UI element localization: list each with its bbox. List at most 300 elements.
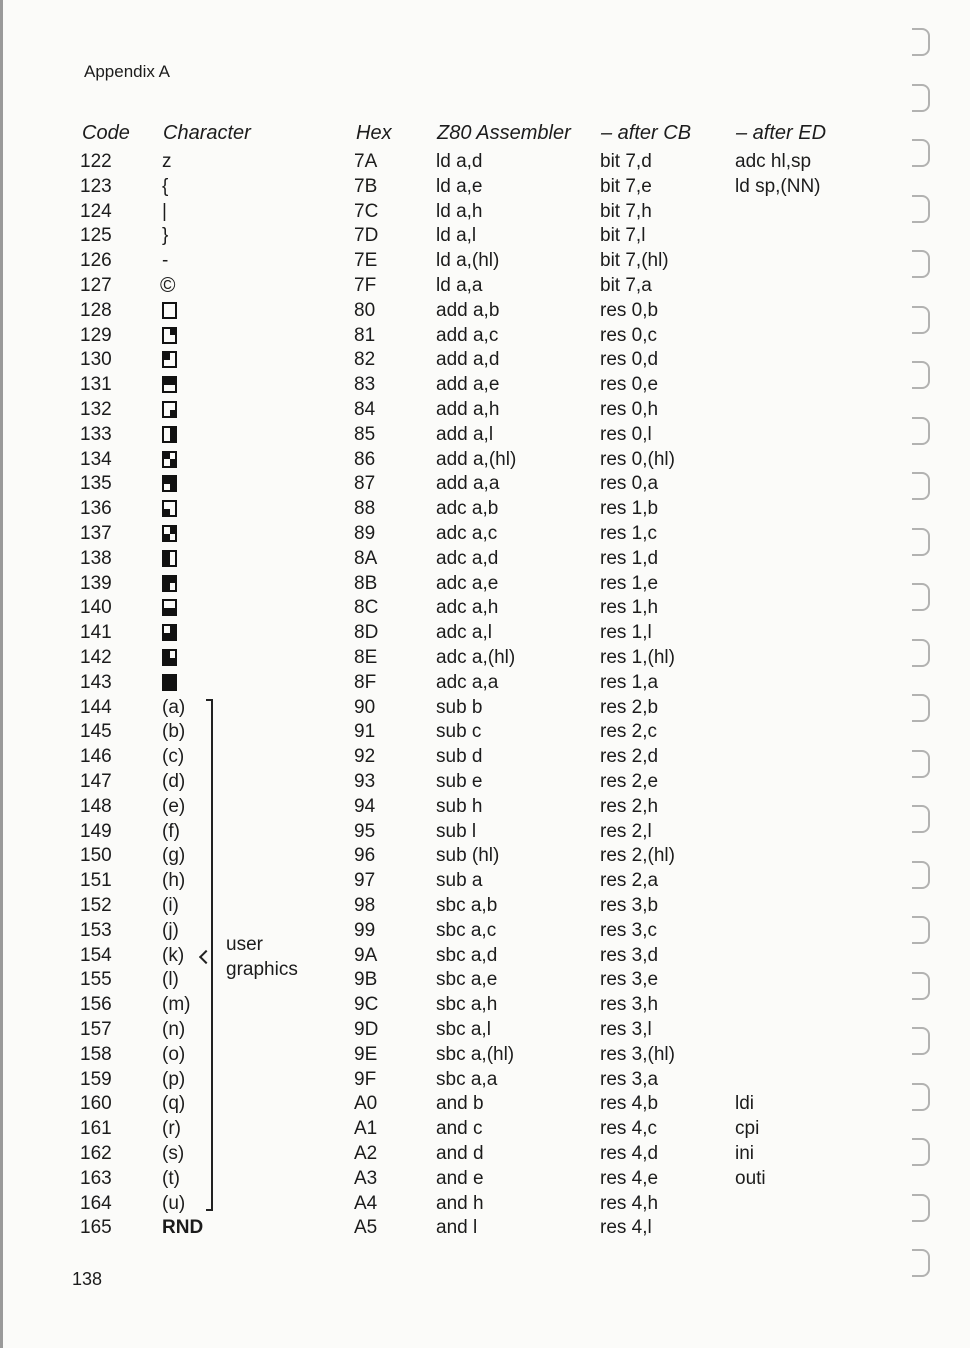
block-graphic-icon: [162, 624, 177, 641]
row-z80-assembler: sbc a,d: [436, 944, 498, 966]
row-hex: 89: [354, 523, 376, 544]
binding-ring: [912, 972, 930, 1000]
binding-ring: [912, 805, 930, 833]
table-row: [0, 795, 900, 820]
table-row: [0, 547, 900, 572]
table-row: [0, 696, 900, 721]
row-hex: 92: [354, 746, 376, 768]
row-z80-assembler: ld a,e: [436, 175, 483, 197]
block-quadrant: [170, 329, 176, 336]
row-code: 165: [80, 1217, 112, 1239]
column-header-code: Code: [82, 122, 130, 144]
row-after-ed: ld sp,(NN): [735, 175, 821, 197]
table-row: [0, 894, 900, 919]
row-after-cb: bit 7,a: [600, 275, 652, 296]
row-hex: 7E: [354, 250, 378, 272]
row-hex: 9E: [354, 1043, 378, 1065]
table-row: [0, 522, 900, 547]
row-z80-assembler: adc a,c: [436, 523, 498, 544]
row-character: (k): [162, 944, 185, 966]
row-code: 156: [80, 994, 112, 1016]
block-quadrant: [164, 509, 170, 516]
row-after-cb: res 3,c: [600, 919, 658, 941]
block-graphic-icon: [162, 674, 177, 691]
table-row: [0, 448, 900, 473]
table-row: [0, 1092, 900, 1117]
binding-ring: [912, 583, 930, 611]
row-code: 161: [80, 1118, 112, 1140]
row-z80-assembler: sub c: [436, 721, 482, 743]
table-row: [0, 745, 900, 770]
binding-ring: [912, 417, 930, 445]
row-z80-assembler: sub h: [436, 795, 483, 817]
block-graphic-icon: [162, 475, 177, 492]
table-row: [0, 646, 900, 671]
block-quadrant: [170, 410, 176, 417]
row-code: 134: [80, 448, 112, 470]
table-row: [0, 398, 900, 423]
row-character: RND: [162, 1217, 204, 1239]
row-after-cb: res 0,d: [600, 349, 659, 371]
row-after-ed: cpi: [735, 1118, 760, 1140]
table-row: [0, 572, 900, 597]
row-z80-assembler: sub a: [436, 870, 483, 892]
row-after-cb: res 3,l: [600, 1019, 652, 1040]
row-after-cb: res 3,(hl): [600, 1043, 675, 1065]
row-hex: 9F: [354, 1068, 377, 1090]
block-graphic-icon: [162, 451, 177, 468]
table-row: [0, 770, 900, 795]
row-code: 150: [80, 845, 112, 867]
row-character: (b): [162, 721, 186, 743]
table-row: [0, 919, 900, 944]
binding-ring: [912, 694, 930, 722]
binding-ring: [912, 28, 930, 56]
page-number: 138: [72, 1269, 103, 1289]
table-row: [0, 150, 900, 175]
table-row: [0, 621, 900, 646]
row-after-cb: res 1,b: [600, 498, 659, 520]
row-z80-assembler: ld a,d: [436, 151, 483, 172]
table-row: [0, 348, 900, 373]
row-after-cb: res 2,d: [600, 746, 659, 768]
row-hex: A5: [354, 1217, 378, 1239]
binding-ring: [912, 861, 930, 889]
row-hex: A3: [354, 1167, 378, 1189]
row-code: 163: [80, 1167, 112, 1189]
table-row: [0, 497, 900, 522]
table-row: [0, 299, 900, 324]
row-after-cb: bit 7,h: [600, 200, 652, 222]
table-row: [0, 1068, 900, 1093]
row-z80-assembler: add a,e: [436, 374, 500, 396]
binding-ring: [912, 750, 930, 778]
row-z80-assembler: adc a,d: [436, 547, 499, 569]
row-code: 164: [80, 1192, 112, 1214]
row-code: 122: [80, 151, 112, 172]
row-character: }: [162, 225, 169, 247]
table-row: [0, 869, 900, 894]
block-graphic-icon: [162, 599, 177, 616]
row-hex: 9A: [354, 944, 378, 966]
row-code: 157: [80, 1019, 112, 1040]
table-row: [0, 274, 900, 299]
row-hex: 81: [354, 324, 376, 346]
row-hex: 8D: [354, 622, 379, 644]
row-after-cb: res 4,l: [600, 1217, 652, 1239]
row-z80-assembler: sbc a,a: [436, 1068, 498, 1090]
row-code: 159: [80, 1068, 112, 1090]
row-after-cb: res 2,a: [600, 870, 659, 892]
row-hex: 85: [354, 423, 376, 445]
block-graphic-icon: [162, 500, 177, 517]
row-character: (n): [162, 1019, 186, 1040]
row-character: (s): [162, 1143, 185, 1164]
block-quadrant: [170, 484, 176, 491]
row-after-cb: res 0,c: [600, 324, 658, 346]
block-quadrant: [170, 459, 176, 466]
row-z80-assembler: and h: [436, 1192, 484, 1214]
block-quadrant: [164, 558, 170, 565]
row-code: 127: [80, 275, 112, 296]
brace-top-tick: [206, 699, 213, 701]
row-hex: 91: [354, 721, 376, 743]
binding-ring: [912, 139, 930, 167]
row-z80-assembler: ld a,a: [436, 275, 483, 296]
row-after-cb: res 0,e: [600, 374, 659, 396]
row-character: (u): [162, 1192, 186, 1214]
row-code: 123: [80, 175, 112, 197]
row-code: 130: [80, 349, 112, 371]
row-hex: A1: [354, 1118, 378, 1140]
row-character: (e): [162, 795, 186, 817]
row-z80-assembler: add a,d: [436, 349, 500, 371]
row-z80-assembler: add a,l: [436, 423, 494, 445]
brace-label: [226, 932, 298, 982]
row-code: 129: [80, 324, 112, 346]
row-character: (r): [162, 1118, 181, 1140]
table-row: [0, 671, 900, 696]
row-character: (d): [162, 771, 186, 792]
block-graphic-icon: [162, 575, 177, 592]
row-after-cb: res 1,(hl): [600, 647, 675, 668]
row-code: 124: [80, 200, 112, 222]
column-header-hex: Hex: [356, 122, 392, 144]
row-after-cb: res 1,e: [600, 572, 659, 594]
row-code: 142: [80, 647, 112, 668]
row-after-cb: res 3,d: [600, 944, 659, 966]
row-hex: 80: [354, 299, 376, 321]
table-row: [0, 1167, 900, 1192]
row-code: 152: [80, 895, 112, 916]
row-after-cb: res 3,e: [600, 969, 659, 991]
row-code: 135: [80, 473, 112, 495]
binding-ring: [912, 1194, 930, 1222]
row-after-cb: res 4,b: [600, 1093, 659, 1115]
row-code: 162: [80, 1143, 112, 1164]
row-after-cb: res 1,a: [600, 671, 659, 693]
row-after-cb: bit 7,d: [600, 151, 652, 172]
row-character: (i): [162, 895, 179, 916]
row-code: 139: [80, 572, 112, 594]
table-row: [0, 423, 900, 448]
row-after-cb: res 0,a: [600, 473, 659, 495]
row-after-cb: res 3,a: [600, 1068, 659, 1090]
row-character: (a): [162, 696, 186, 718]
row-code: 160: [80, 1093, 112, 1115]
row-hex: 8F: [354, 671, 377, 693]
row-character: (p): [162, 1068, 186, 1090]
row-hex: A0: [354, 1093, 378, 1115]
row-after-cb: res 4,e: [600, 1167, 659, 1189]
row-hex: 8C: [354, 597, 379, 619]
row-z80-assembler: and b: [436, 1093, 484, 1115]
row-character: (o): [162, 1043, 186, 1065]
table-row: [0, 1018, 900, 1043]
table-row: [0, 596, 900, 621]
block-graphic-icon: [162, 302, 177, 319]
row-code: 144: [80, 696, 112, 718]
row-after-cb: res 0,l: [600, 423, 652, 445]
row-code: 136: [80, 498, 112, 520]
brace-bottom-tick: [206, 1209, 213, 1211]
block-graphic-icon: [162, 649, 177, 666]
row-code: 146: [80, 746, 112, 768]
row-code: 125: [80, 225, 112, 247]
block-quadrant: [170, 378, 176, 385]
row-z80-assembler: adc a,h: [436, 597, 499, 619]
row-after-cb: res 2,e: [600, 771, 659, 792]
row-code: 126: [80, 250, 112, 272]
row-code: 154: [80, 944, 112, 966]
block-graphic-icon: [162, 550, 177, 567]
block-graphic-icon: [162, 376, 177, 393]
row-z80-assembler: sbc a,h: [436, 994, 498, 1016]
row-after-cb: res 4,d: [600, 1143, 659, 1164]
column-header-after-cb: – after CB: [601, 122, 692, 144]
table-row: [0, 820, 900, 845]
table-row: [0, 224, 900, 249]
block-quadrant: [170, 658, 176, 665]
table-row: [0, 968, 900, 993]
row-after-cb: res 4,h: [600, 1192, 659, 1214]
binding-ring: [912, 1249, 930, 1277]
row-z80-assembler: sub d: [436, 746, 483, 768]
column-header-z80-assembler: Z80 Assembler: [437, 122, 571, 144]
row-character: (f): [162, 820, 180, 842]
row-code: 128: [80, 299, 112, 321]
row-after-cb: res 1,h: [600, 597, 659, 619]
row-character: (q): [162, 1093, 186, 1115]
row-hex: 8B: [354, 572, 378, 594]
row-after-cb: res 1,d: [600, 547, 659, 569]
row-hex: 8E: [354, 647, 378, 668]
block-quadrant: [164, 534, 170, 541]
row-z80-assembler: sbc a,l: [436, 1019, 491, 1040]
row-code: 143: [80, 671, 112, 693]
block-graphic-icon: [162, 401, 177, 418]
block-quadrant: [170, 608, 176, 615]
table-row: [0, 993, 900, 1018]
row-character: z: [162, 151, 172, 172]
row-character: (j): [162, 919, 179, 941]
column-header-after-ed: – after ED: [736, 122, 827, 144]
row-code: 149: [80, 820, 112, 842]
row-code: 148: [80, 795, 112, 817]
row-z80-assembler: sub (hl): [436, 845, 500, 867]
row-code: 145: [80, 721, 112, 743]
row-z80-assembler: and c: [436, 1118, 483, 1140]
row-hex: 8A: [354, 547, 378, 569]
row-after-cb: res 1,l: [600, 622, 652, 644]
binding-ring: [912, 528, 930, 556]
row-character: (t): [162, 1167, 180, 1189]
table-row: [0, 844, 900, 869]
row-after-cb: res 0,h: [600, 399, 659, 420]
row-after-cb: res 2,h: [600, 795, 659, 817]
table-row: [0, 944, 900, 969]
binding-ring: [912, 639, 930, 667]
row-hex: 87: [354, 473, 376, 495]
row-z80-assembler: sub l: [436, 820, 477, 842]
row-after-ed: outi: [735, 1167, 766, 1189]
row-hex: A4: [354, 1192, 378, 1214]
brace-label-line-2: graphics: [226, 959, 298, 980]
row-after-cb: res 3,h: [600, 994, 659, 1016]
binding-ring: [912, 472, 930, 500]
row-z80-assembler: adc a,b: [436, 498, 499, 520]
row-z80-assembler: add a,(hl): [436, 448, 517, 470]
row-character: ©: [160, 274, 176, 297]
row-code: 137: [80, 523, 112, 544]
block-quadrant: [170, 577, 176, 584]
block-graphic-icon: [162, 327, 177, 344]
binding-ring: [912, 250, 930, 278]
table-row: [0, 200, 900, 225]
row-z80-assembler: adc a,a: [436, 671, 499, 693]
section-header: Appendix A: [84, 62, 171, 81]
row-after-ed: adc hl,sp: [735, 151, 812, 172]
row-hex: 7B: [354, 175, 378, 197]
row-code: 138: [80, 547, 112, 569]
row-code: 140: [80, 597, 112, 619]
row-z80-assembler: sbc a,e: [436, 969, 498, 991]
row-z80-assembler: ld a,(hl): [436, 250, 500, 272]
row-hex: 7F: [354, 275, 377, 296]
row-after-cb: res 4,c: [600, 1118, 658, 1140]
row-z80-assembler: and l: [436, 1217, 478, 1239]
row-hex: A2: [354, 1143, 378, 1164]
table-row: [0, 324, 900, 349]
row-code: 141: [80, 622, 112, 644]
table-row: [0, 720, 900, 745]
binding-ring: [912, 361, 930, 389]
row-character: |: [162, 200, 167, 222]
row-character: (m): [162, 994, 191, 1016]
row-code: 151: [80, 870, 112, 892]
brace-label-line-1: user: [226, 934, 263, 955]
row-z80-assembler: add a,b: [436, 299, 500, 321]
table-row: [0, 175, 900, 200]
column-header-character: Character: [163, 122, 251, 144]
row-hex: 96: [354, 845, 376, 867]
table-row: [0, 1216, 900, 1241]
row-after-cb: bit 7,l: [600, 225, 646, 247]
row-z80-assembler: sbc a,b: [436, 895, 498, 916]
row-z80-assembler: sbc a,(hl): [436, 1043, 515, 1065]
row-hex: 9C: [354, 994, 379, 1016]
row-after-cb: res 1,c: [600, 523, 658, 544]
row-z80-assembler: adc a,e: [436, 572, 499, 594]
row-z80-assembler: ld a,l: [436, 225, 477, 247]
row-after-cb: res 2,c: [600, 721, 658, 743]
row-code: 131: [80, 374, 112, 396]
row-hex: 98: [354, 895, 376, 916]
block-quadrant: [164, 353, 170, 360]
row-z80-assembler: adc a,l: [436, 622, 492, 644]
row-z80-assembler: and d: [436, 1143, 484, 1164]
row-character: {: [162, 175, 169, 197]
row-code: 153: [80, 919, 112, 941]
row-hex: 9B: [354, 969, 378, 991]
row-hex: 95: [354, 820, 376, 842]
table-row: [0, 373, 900, 398]
binding-ring: [912, 195, 930, 223]
row-hex: 88: [354, 498, 376, 520]
row-code: 147: [80, 771, 112, 792]
row-after-cb: res 2,b: [600, 696, 659, 718]
binding-ring: [912, 1083, 930, 1111]
row-after-cb: res 0,(hl): [600, 448, 675, 470]
row-z80-assembler: add a,a: [436, 473, 500, 495]
block-quadrant: [170, 633, 176, 640]
row-after-cb: res 2,l: [600, 820, 652, 842]
row-hex: 9D: [354, 1019, 379, 1040]
row-hex: 7A: [354, 151, 378, 172]
row-hex: 7C: [354, 200, 379, 222]
block-quadrant: [170, 434, 176, 441]
row-code: 158: [80, 1043, 112, 1065]
row-hex: 86: [354, 448, 376, 470]
binding-ring: [912, 84, 930, 112]
table-row: [0, 1117, 900, 1142]
row-hex: 90: [354, 696, 376, 718]
block-graphic-icon: [162, 351, 177, 368]
row-z80-assembler: ld a,h: [436, 200, 483, 222]
row-hex: 99: [354, 919, 376, 941]
row-character: (c): [162, 746, 185, 768]
row-after-cb: res 2,(hl): [600, 845, 675, 867]
row-hex: 83: [354, 374, 376, 396]
row-code: 133: [80, 423, 112, 445]
row-z80-assembler: sub b: [436, 696, 483, 718]
row-z80-assembler: add a,c: [436, 324, 499, 346]
row-character: (g): [162, 845, 186, 867]
row-character: (h): [162, 870, 186, 892]
row-hex: 94: [354, 795, 376, 817]
row-after-cb: bit 7,(hl): [600, 250, 669, 272]
row-after-ed: ini: [735, 1143, 755, 1164]
binding-ring: [912, 1027, 930, 1055]
binding-ring: [912, 916, 930, 944]
row-after-cb: bit 7,e: [600, 175, 652, 197]
row-hex: 97: [354, 870, 376, 892]
row-hex: 93: [354, 771, 376, 792]
row-code: 155: [80, 969, 112, 991]
table-row: [0, 1142, 900, 1167]
row-after-ed: ldi: [735, 1093, 755, 1115]
row-character: (l): [162, 969, 179, 991]
